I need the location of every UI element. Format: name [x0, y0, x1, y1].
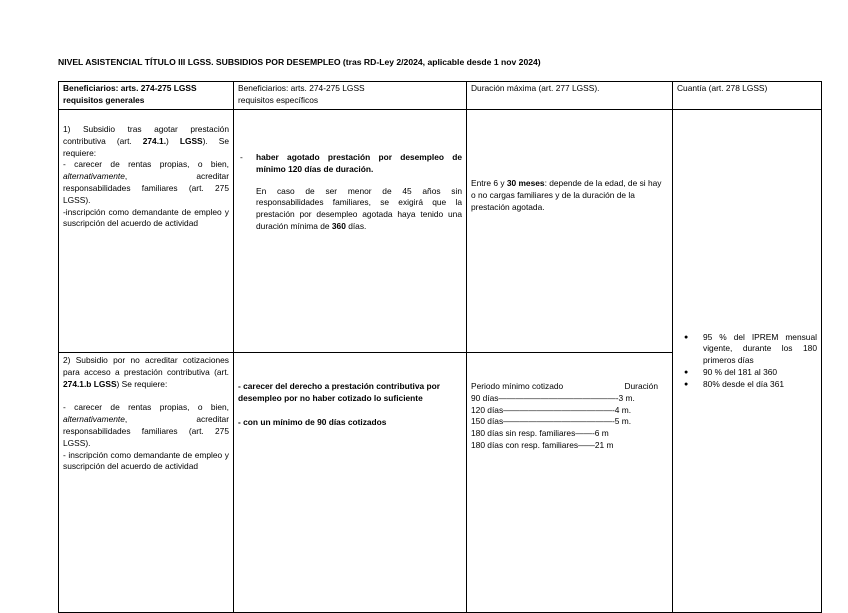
header-col4: Cuantía (art. 278 LGSS): [677, 83, 768, 93]
row2-specific: [234, 353, 467, 613]
header-col3: Duración máxima (art. 277 LGSS).: [471, 83, 600, 93]
row1-general-req-registration: -inscripción como demandante de empleo y suscripción del acuerdo de actividad: [63, 206, 229, 229]
header-col2-line2: requisitos específicos: [238, 94, 319, 105]
row2-duration: [467, 353, 673, 613]
row2-general-req-income: - carecer de rentas propias, o bien, alternativamente, acreditar responsabilidades familiares (art. 275 LGSS).: [63, 402, 229, 448]
table-row: 180 días sin resp. familiares——-6 m: [471, 428, 609, 439]
table-row: 120 días—————————————-4 m.: [471, 404, 632, 415]
table-row: [59, 110, 822, 353]
subsidy-table: [58, 81, 822, 613]
row1-general: [59, 110, 234, 353]
header-specific-requirements: [234, 82, 467, 110]
title-main: NIVEL ASISTENCIAL TÍTULO III LGSS. SUBSIDIOS POR DESEMPLEO: [58, 57, 341, 67]
amount-cell: [673, 110, 822, 613]
header-general-requirements: [59, 82, 234, 110]
row1-specific-list: [238, 152, 462, 176]
row2-specific-item1: - carecer del derecho a prestación contributiva por desempleo por no haber cotizado lo suficiente: [238, 381, 440, 403]
header-duration: [467, 82, 673, 110]
table-row: 150 días—————————————-5 m.: [471, 416, 632, 427]
header-col1-line2: requisitos generales: [63, 94, 145, 105]
header-row: [59, 82, 822, 110]
row2-general-req-registration: - inscripción como demandante de empleo y suscripción del acuerdo de actividad: [63, 449, 229, 472]
amount-list: [677, 332, 817, 391]
row1-specific: [234, 110, 467, 353]
list-item: ● 80% desde el día 361: [703, 379, 817, 391]
list-item: ● 95 % del IPREM mensual vigente, durante los 180 primeros días: [703, 332, 817, 367]
header-col1-prefix: Beneficiarios: arts.: [63, 83, 141, 93]
row2-specific-item2: - con un mínimo de 90 días cotizados: [238, 416, 387, 427]
duration-table-header: Periodo mínimo cotizado Duración: [471, 381, 658, 391]
table-row: 180 días con resp. familiares——21 m: [471, 439, 614, 450]
row1-general-intro: 1) Subsidio tras agotar prestación contributiva (art. 274.1.) LGSS). Se requiere:: [63, 124, 230, 158]
table-row: 90 días——————————————-3 m.: [471, 392, 635, 403]
page-title: [58, 57, 541, 69]
row1-specific-note: En caso de ser menor de 45 años sin responsabilidades familiares, se exigirá que la prestación por desempleo agotada haya tenido una duración mínima de 360 días.: [256, 185, 462, 231]
title-note: (tras RD-Ley 2/2024, aplicable desde 1 nov 2024): [340, 57, 541, 67]
row1-duration: Entre 6 y 30 meses: depende de la edad, de si hay o no cargas familiares y de la duración de la prestación agotada.: [467, 110, 673, 353]
row2-general: [59, 353, 234, 613]
row1-general-req-income: - carecer de rentas propias, o bien, alternativamente, acreditar responsabilidades familiares (art. 275 LGSS).: [63, 159, 229, 205]
header-amount: [673, 82, 822, 110]
list-item: - haber agotado prestación por desempleo de mínimo 120 días de duración.: [238, 152, 462, 176]
header-col2-line1: Beneficiarios: arts. 274-275 LGSS: [238, 83, 365, 93]
row2-general-intro: 2) Subsidio por no acreditar cotizaciones para acceso a prestación contributiva (art. 274.1.b LGSS) Se requiere:: [63, 355, 229, 389]
header-col1-bold: 274-275 LGSS: [140, 83, 197, 93]
list-item: ● 90 % del 181 al 360: [703, 367, 817, 379]
